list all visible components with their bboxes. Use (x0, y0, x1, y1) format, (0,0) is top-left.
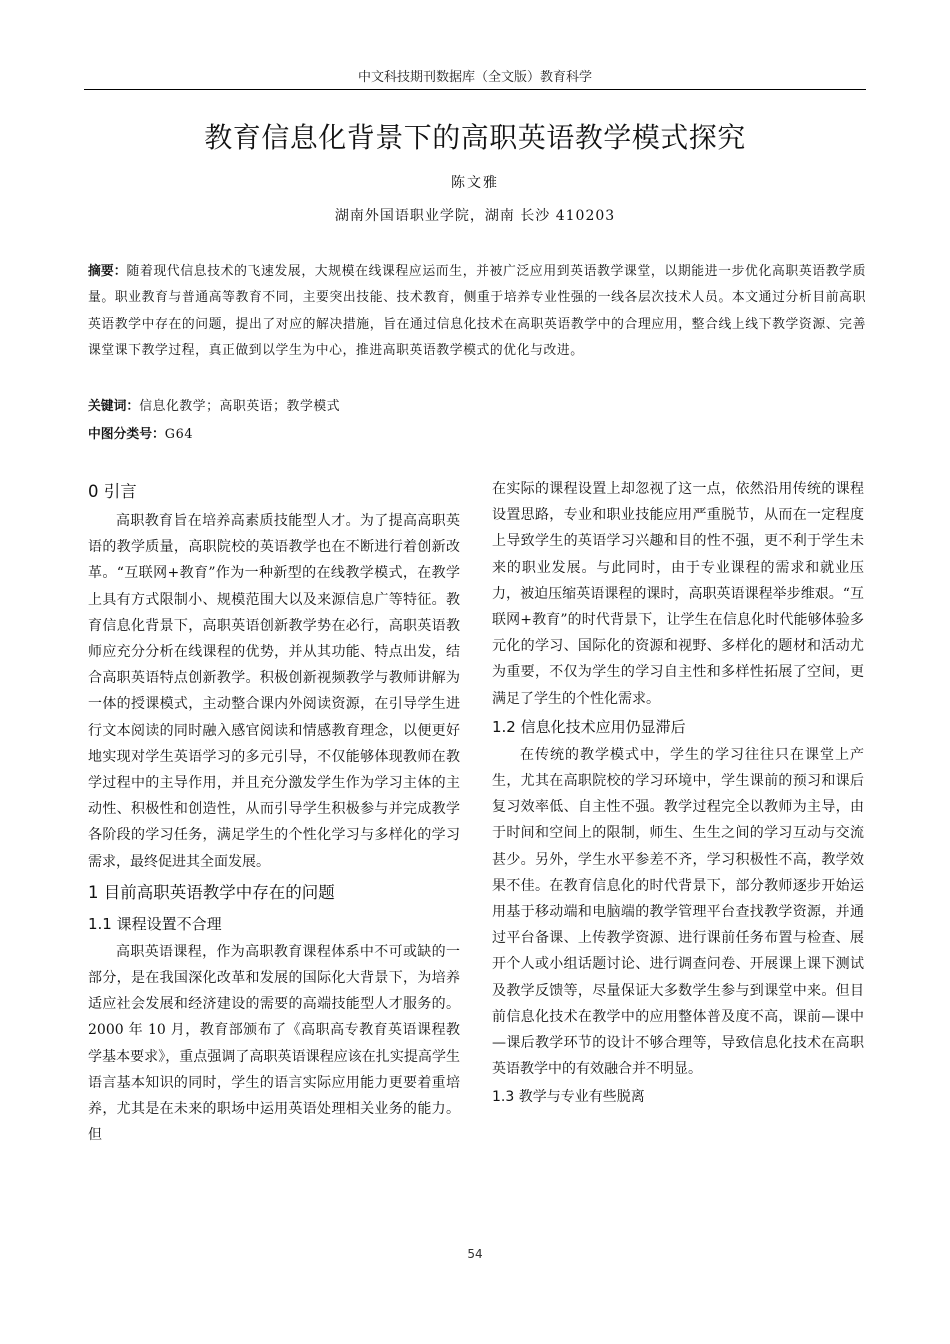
subsection-heading-it-application: 1.2 信息化技术应用仍显滞后 (492, 717, 686, 736)
section-heading-introduction: 0 引言 (88, 482, 137, 501)
author-affiliation: 湖南外国语职业学院，湖南 长沙 410203 (334, 208, 616, 224)
abstract-text: 随着现代信息技术的飞速发展，大规模在线课程应运而生，并被广泛应用到英语教学课堂，以期能进一步优化高职英语教学质量。职业教育与普通高等教育不同，主要突出技能、技术教育，侧重于培养专业性强的一线各层次技术人员。本文通过分析目前高职英语教学中存在的问题，提出了对应的解决措施，旨在通过信息化技术在高职英语教学中的合理应用，整合线上线下教学资源、完善课堂课下教学过程，真正做到以学生为中心，推进高职英语教学模式的优化与改进。 (88, 264, 867, 359)
article-title: 教育信息化背景下的高职英语教学模式探究 (204, 121, 746, 154)
keywords-label: 关键词： (88, 399, 140, 414)
header-rule (84, 89, 866, 90)
classification-label: 中图分类号： (88, 427, 165, 442)
right-column (492, 476, 864, 1112)
it-application-paragraph: 在传统的教学模式中，学生的学习往往只在课堂上产生，尤其在高职院校的学习环境中，学生课前的预习和课后复习效率低、自主性不强。教学过程完全以教师为主导，由于时间和空间上的限制，师生、生生之间的学习互动与交流甚少。另外，学生水平参差不齐，学习积极性不高，教学效果不佳。在教育信息化的时代背景下，部分教师逐步开始运用基于移动端和电脑端的教学管理平台查找教学资源，并通过平台备课、上传教学资源、进行课前任务布置与检查、展开个人或小组话题讨论、进行调查问卷、开展课上课下测试及教学反馈等，尽量保证大多数学生参与到课堂中来。但目前信息化技术在教学中的应用整体普及度不高，课前—课中—课后教学环节的设计不够合理等，导致信息化技术在高职英语教学中的有效融合并不明显。 (492, 746, 864, 1078)
subsection-heading-teaching-major: 1.3 教学与专业有些脱离 (492, 1089, 645, 1106)
left-column (88, 476, 460, 1148)
running-header: 中文科技期刊数据库（全文版）教育科学 (357, 70, 592, 85)
section-heading-problems: 1 目前高职英语教学中存在的问题 (88, 882, 335, 902)
abstract (88, 259, 866, 365)
classification-text: G64 (164, 427, 194, 442)
author-name: 陈文雅 (451, 175, 499, 191)
introduction-paragraph: 高职教育旨在培养高素质技能型人才。为了提高高职英语的教学质量，高职院校的英语教学也在不断进行着创新改革。“互联网+教育”作为一种新型的在线教学模式，在教学上具有方式限制小、规模范围大以及来源信息广等特征。教育信息化背景下，高职英语创新教学势在必行，高职英语教师应充分分析在线课程的优势，并从其功能、特点出发，结合高职英语特点创新教学。积极创新视频教学与教师讲解为一体的授课模式，主动整合课内外阅读资源，在引导学生进行文本阅读的同时融入感官阅读和情感教育理念，以便更好地实现对学生英语学习的多元引导，不仅能够体现教师在教学过程中的主导作用，并且充分激发学生作为学习主体的主动性、积极性和创造性，从而引导学生积极参与并完成教学各阶段的学习任务，满足学生的个性化学习与多样化的学习需求，最终促进其全面发展。 (88, 513, 460, 870)
classification (88, 423, 866, 442)
abstract-label: 摘要： (88, 264, 127, 279)
subsection-heading-curriculum: 1.1 课程设置不合理 (88, 914, 222, 933)
page-number: 54 (467, 1247, 483, 1261)
curriculum-paragraph-part1: 高职英语课程，作为高职教育课程体系中不可或缺的一部分，是在我国深化改革和发展的国际化大背景下，为培养适应社会发展和经济建设的需要的高端技能型人才服务的。2000 年 10 月，教育部颁布了《高职高专教育英语课程教学基本要求》，重点强调了高职英语课程应该在扎实提高学生语言基本知识的同时，学生的语言实际应用能力更要着重培养，尤其是在未来的职场中运用英语处理相关业务的能力。但 (88, 943, 460, 1144)
keywords-text: 信息化教学；高职英语；教学模式 (139, 399, 341, 414)
curriculum-paragraph-part2: 在实际的课程设置上却忽视了这一点，依然沿用传统的课程设置思路，专业和职业技能应用严重脱节，从而在一定程度上导致学生的英语学习兴趣和目的性不强，更不利于学生未来的职业发展。与此同时，由于专业课程的需求和就业压力，被迫压缩英语课程的课时，高职英语课程举步维艰。“互联网+教育”的时代背景下，让学生在信息化时代能够体验多元化的学习、国际化的资源和视野、多样化的题材和活动尤为重要，不仅为学生的学习自主性和多样性拓展了空间，更满足了学生的个性化需求。 (492, 481, 864, 707)
keywords (88, 395, 866, 414)
